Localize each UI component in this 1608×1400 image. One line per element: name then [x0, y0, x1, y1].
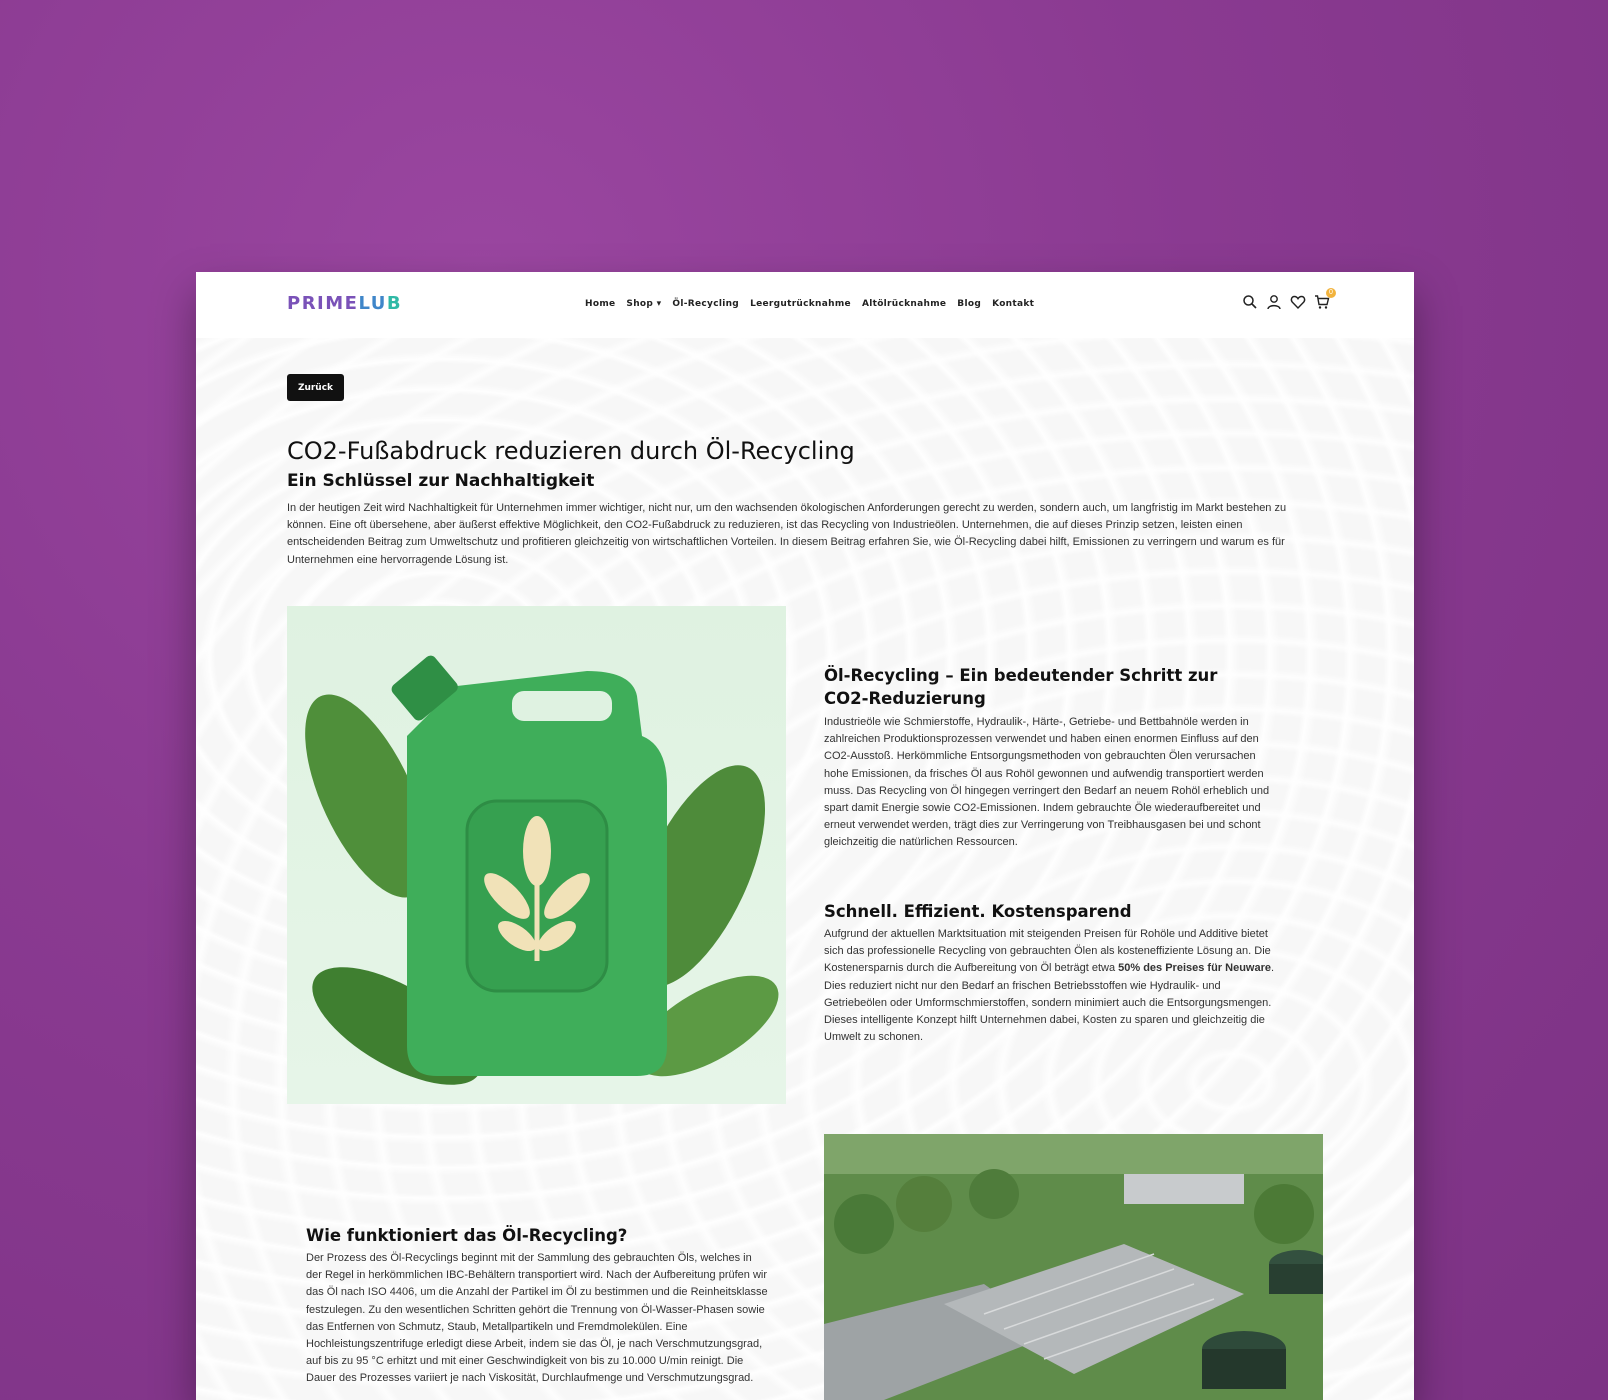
nav-item-oel-recycling[interactable]: Öl-Recycling: [672, 299, 740, 309]
cart-icon[interactable]: [1314, 289, 1333, 310]
site-header: [196, 272, 1414, 338]
section-text-kostensparend-part1: Aufgrund der aktuellen Marktsituation mit steigenden Preisen für Rohöle und Additive bietet sich das professionelle Recycling von gebrauchten Ölen als kosteneffiziente Lösung an. Die Kostenersparnis durch die Aufbereitung von Öl beträgt etwa: [824, 928, 1271, 975]
logo-text-lu: LU: [358, 293, 387, 314]
search-icon[interactable]: [1242, 294, 1258, 310]
user-icon[interactable]: [1266, 294, 1282, 310]
site-logo[interactable]: [287, 292, 402, 316]
nav-item-leergutruecknahme[interactable]: Leergutrücknahme: [750, 299, 851, 309]
cart-count-badge: 0: [1326, 288, 1336, 298]
browser-window: [196, 272, 1414, 1400]
nav-item-altoelruecknahme[interactable]: Altölrücknahme: [861, 299, 947, 309]
nav-item-home[interactable]: Home: [585, 299, 616, 309]
header-icons: [1242, 289, 1333, 310]
section-text-kostensparend-part2: . Dies reduziert nicht nur den Bedarf an frischen Betriebsstoffen wie Hydraulik- und Getriebeölen oder Umformschmierstoffen, sondern minimiert auch die Entsorgungsmengen. Dieses intelligente Konzept hilft Unternehmen dabei, Kosten zu sparen und gleichzeitig die Umwelt zu schonen.: [824, 962, 1275, 1044]
nav-item-shop-label: Shop: [626, 299, 654, 309]
page-title: CO2-Fußabdruck reduzieren durch Öl-Recycling: [287, 437, 855, 465]
page-subtitle: Ein Schlüssel zur Nachhaltigkeit: [287, 471, 595, 491]
section-title-funktion: Wie funktioniert das Öl-Recycling?: [306, 1226, 628, 1245]
section-title-recycling: Öl-Recycling – Ein bedeutender Schritt zur CO2-Reduzierung: [824, 666, 1218, 708]
main-navigation: [585, 297, 1034, 311]
recycling-plant-image: [824, 1134, 1323, 1400]
green-canister-image: [287, 606, 786, 1104]
nav-item-shop[interactable]: [626, 297, 661, 311]
intro-paragraph: In der heutigen Zeit wird Nachhaltigkeit für Unternehmen immer wichtiger, nicht nur, um den wachsenden ökologischen Anforderungen gerecht zu werden, sondern auch, um langfristig im Markt bestehen zu können. Eine oft übersehene, aber äußerst effektive Möglichkeit, den CO2-Fußabdruck zu reduzieren, ist das Recycling von Industrieölen. Unternehmen, die auf dieses Prinzip setzen, leisten einen entscheidenden Beitrag zum Umweltschutz und profitieren gleichzeitig von wirtschaftlichen Vorteilen. In diesem Beitrag erfahren Sie, wie Öl-Recycling dabei hilft, Emissionen zu verringern und warum es für Unternehmen eine hervorragende Lösung ist.: [287, 502, 1287, 566]
nav-item-kontakt[interactable]: Kontakt: [992, 299, 1035, 309]
nav-item-blog[interactable]: Blog: [957, 299, 982, 309]
chevron-down-icon: ▾: [656, 299, 662, 309]
section-title-kostensparend: Schnell. Effizient. Kostensparend: [824, 902, 1132, 921]
heart-icon[interactable]: [1290, 294, 1306, 310]
section-text-funktion: Der Prozess des Öl-Recyclings beginnt mit der Sammlung des gebrauchten Öls, welches in der Regel in herkömmlichen IBC-Behältern transportiert wird. Nach der Aufbereitung prüfen wir das Öl nach ISO 4406, um die Anzahl der Partikel im Öl zu bestimmen und die Reinheitsklasse festzulegen. Zu den wesentlichen Schritten gehört die Trennung von Öl-Wasser-Phasen sowie das Entfernen von Schmutz, Staub, Metallpartikeln und Fremdmolekülen. Eine Hochleistungszentrifuge erledigt diese Arbeit, indem sie das Öl, je nach Verschmutzungsgrad, auf bis zu 95 °C erhitzt und mit einer Geschwindigkeit von bis zu 10.000 U/min reinigt. Die Dauer des Prozesses variiert je nach Viskosität, Durchlaufmenge und Verschmutzungsgrad.: [306, 1252, 768, 1385]
section-text-kostensparend: [824, 926, 1279, 1046]
main-content: [196, 338, 1414, 1400]
section-text-kostensparend-highlight: 50% des Preises für Neuware: [1118, 962, 1271, 975]
back-button[interactable]: Zurück: [287, 374, 344, 401]
section-text-recycling: Industrieöle wie Schmierstoffe, Hydraulik-, Härte-, Getriebe- und Bettbahnöle werden in zahlreichen Produktionsprozessen verwendet und haben einen enormen Einfluss auf den CO2-Ausstoß. Herkömmliche Entsorgungsmethoden von gebrauchten Ölen verursachen hohe Emissionen, da frisches Öl aus Rohöl gewonnen und aufwendig transportiert werden muss. Das Recycling von Öl hingegen verringert den Bedarf an neuem Rohöl erheblich und spart damit Energie sowie CO2-Emissionen. Indem gebrauchte Öle wiederaufbereitet und erneut verwendet werden, trägt dies zur Verringerung von Treibhausgasen bei und schont gleichzeitig die natürlichen Ressourcen.: [824, 716, 1270, 849]
logo-text-prime: PRIME: [287, 293, 359, 314]
logo-text-b: B: [386, 293, 403, 314]
